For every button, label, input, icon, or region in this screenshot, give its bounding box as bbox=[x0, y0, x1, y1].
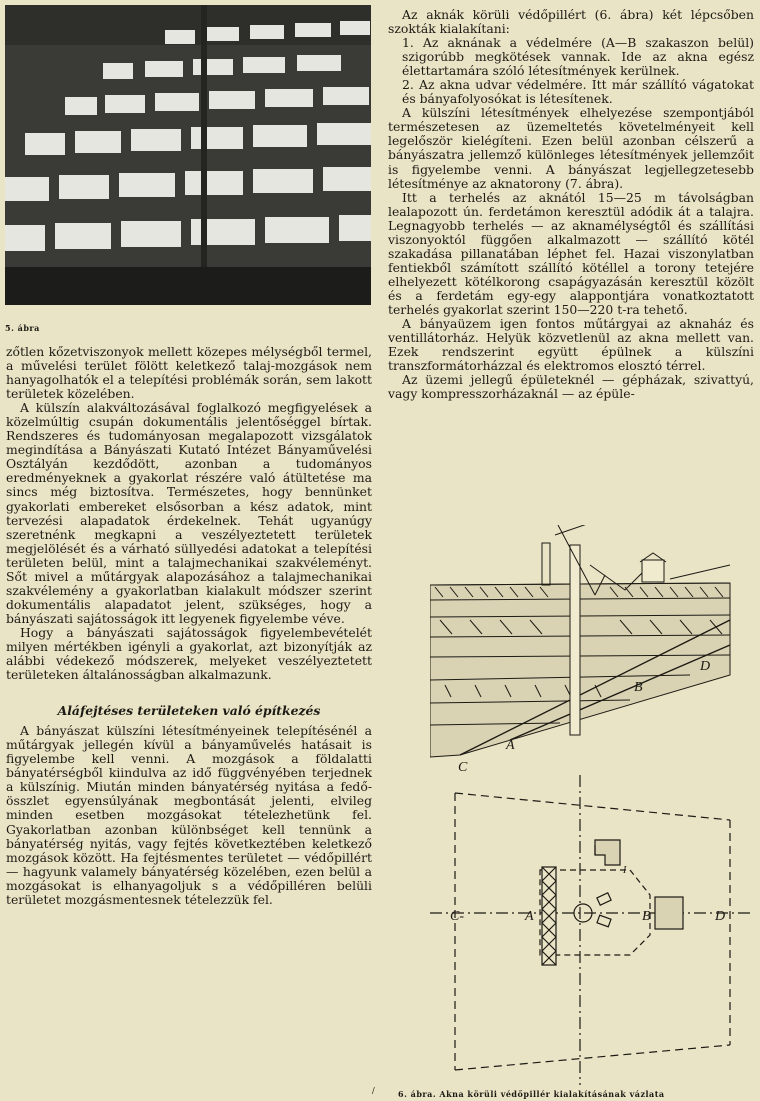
paragraph: Hogy a bányászati sajátosságok figyelembevételét milyen mértékben igényli a gyakorlat, azt bizonyítják az alábbi védekező módszerek, melyeket veszélyeztetett területeken általánosságban alkalmazunk. bbox=[6, 624, 372, 683]
paragraph: zőtlen kőzetviszonyok mellett közepes mélységből termel, a művelési terület fölött keletkező talaj-mozgások nem hanyagolhatók el a telepítési problémák során, sem lakott területek közelében. bbox=[6, 344, 372, 402]
figure-6-caption: 6. ábra. Akna körüli védőpillér kialakításának vázlata bbox=[398, 1089, 665, 1099]
paragraph: Az aknák körüli védőpillért (6. ábra) két lépcsőben szokták kialakítani: bbox=[388, 7, 754, 37]
page-mark: / bbox=[372, 1086, 376, 1095]
plan-label-b: B bbox=[642, 909, 651, 924]
label-d: D bbox=[700, 659, 711, 674]
list-item: 2. Az akna udvar védelmére. Itt már szállító vágatokat és bányafolyosókat is létesítenek. bbox=[402, 77, 754, 107]
right-column bbox=[388, 8, 754, 401]
paragraph: A külszín alakváltozásával foglalkozó megfigyelések a közelmúltig csupán dokumentális jelentőséggel bírtak. Rendszeres és tudományosan megalapozott vizsgálatok megindítása a Bányászati Kutató Intézet Bányaművelési Osztályán kezdődött, azonban a tudományos eredményeknek a gyakorlat részére való átültetése ma sincs még biztosítva. Természetes, hogy bennünket gyakorlati embereket elsősorban a kész adatok, mint tervezési alapadatok érdekelnek. Tehát ugyanúgy szeretnénk megkapni a veszélyeztetett területek megjelölését és a várható süllyedési adatokat a telepítési területen belül, mint a talajmechanikai szakvéleményt. Sőt mivel a műtárgyak alapozásához a talajmechanikai szakvélemény a gyakorlatban kialakult módszer szerint dokumentális alapadatot jelent, szükséges, hogy a bányászati sajátosságok itt legyenek figyelembe véve. bbox=[6, 400, 372, 626]
label-c: C bbox=[458, 760, 468, 775]
paragraph: A külszíni létesítmények elhelyezése szempontjából természetesen az üzemeltetés követelményeit kell legelőször kielégíteni. Ezen belül azonban célszerű a bányászatra jellemző különleges létesítmények jellemzőit is figyelembe venni. A bányászat legjellegzetesebb létesítménye az aknatorony (7. ábra). bbox=[388, 105, 754, 191]
figure-6-diagram bbox=[430, 525, 750, 1085]
plan-label-c: C- bbox=[450, 909, 464, 924]
paragraph: A bányászat külszíni létesítményeinek telepítésénél a műtárgyak jellegén kívül a bányaművelés hatásait is figyelembe kell venni. A mozgások a földalatti bányatérségből kiindulva az idő függvényében terjednek a külszínig. Miután minden bányatérség nyitása a fedő-összlet egyensúlyának megbontását jelenti, elvileg minden esetben mozgásokat tételezhetünk fel. Gyakorlatban azonban különbséget kell tennünk a bányatérség nyitás, vagy fejtés következtében keletkező mozgások között. Ha fejtésmentes területet — védőpillért — hagyunk valamely bányatérség közelében, ezen belül a mozgásokat is elhanyagoljuk s a védőpilléren belüli területet mozgásmentesnek tételezzük fel. bbox=[6, 723, 372, 907]
plan-label-a: A bbox=[525, 909, 534, 924]
label-b: B bbox=[634, 680, 643, 695]
figure-5-caption: 5. ábra bbox=[5, 323, 40, 333]
figure-5-photo bbox=[5, 5, 371, 305]
plan-label-i: I bbox=[623, 865, 627, 876]
left-column bbox=[6, 345, 372, 907]
plan-label-d: D bbox=[715, 909, 726, 924]
paragraph: Itt a terhelés az aknától 15—25 m távolságban lealapozott ún. ferdetámon keresztül adódik át a talajra. Legnagyobb terhelés — az aknamélységtől és szállítási viszonyoktól függően alkalmazott — szállító kötél szakadása pillanatában léphet fel. Hazai viszonylatban fentiekből számított szállító kötéllel a torony tetejére elhelyezett kötélkorong csapágyazásán keresztül közölt és a ferdetám egy-egy alappontjára vonatkoztatott terhelés gyakorlat szerint 150—220 t-ra tehető. bbox=[388, 189, 754, 317]
section-heading: Aláfejtéses területeken való építkezés bbox=[57, 703, 321, 719]
list-item: 1. Az aknának a védelmére (A—B szakaszon belül) szigorúbb megkötések vannak. Ide az akna egész élettartamára szóló létesítmények kerülnek. bbox=[402, 35, 754, 79]
paragraph: A bányaüzem igen fontos műtárgyai az aknaház és ventillátorház. Helyük közvetlenül az akna mellett van. Ezek rendszerint együtt épülnek a külszíni transzformátorházzal és elektromos elosztó térrel. bbox=[388, 316, 754, 374]
label-a: A bbox=[506, 738, 515, 753]
paragraph: Az üzemi jellegű épületeknél — gépházak, szivattyú, vagy kompresszorházaknál — az épüle- bbox=[388, 372, 754, 402]
